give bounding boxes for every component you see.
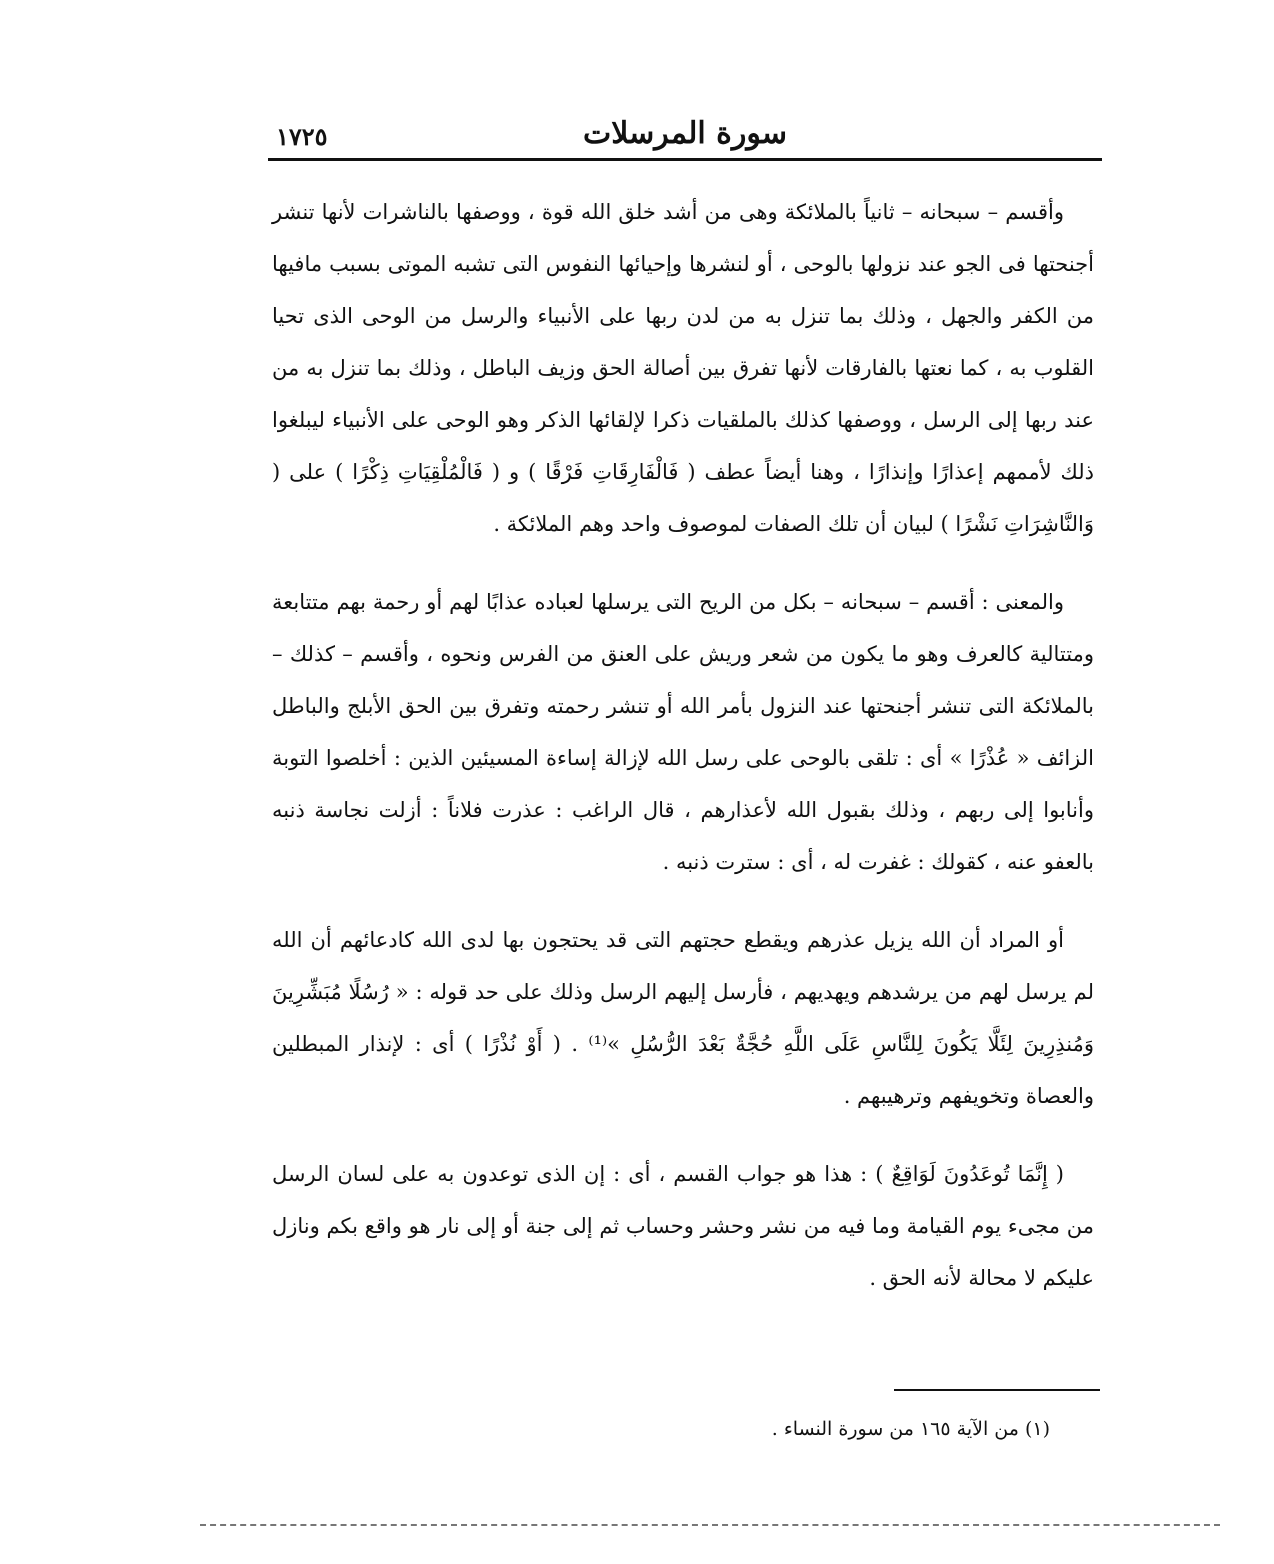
paragraph-2: والمعنى : أقسم – سبحانه – بكل من الريح التى يرسلها لعباده عذابًا لهم أو رحمة بهم متتابعة ومتتالية كالعرف وهو ما يكون من شعر وريش على العنق من الفرس ونحوه ، وأقسم – كذلك – بالملائكة التى تنشر أجنحتها عند النزول بأمر الله أو تنشر رحمته وتفرق بين الحق الأبلج والباطل الزائف « عُذْرًا » أى : تلقى بالوحى على رسل الله لإزالة إساءة المسيئين الذين : أخلصوا التوبة وأنابوا إلى ربهم ، وذلك بقبول الله لأعذارهم ، قال الراغب : عذرت فلاناً : أزلت نجاسة ذنبه بالعفو عنه ، كقولك : غفرت له ، أى : سترت ذنبه . (272, 590, 1094, 874)
header-divider (268, 158, 1102, 161)
paragraph-4: ( إِنَّمَا تُوعَدُونَ لَوَاقِعٌ ) : هذا هو جواب القسم ، أى : إن الذى توعدون به على لسان الرسل من مجىء يوم القيامة وما فيه من نشر وحشر وحساب ثم إلى جنة أو إلى نار هو واقع بكم ونازل عليكم لا محالة لأنه الحق . (272, 1162, 1094, 1290)
surah-title: سورة المرسلات (583, 116, 787, 151)
footnote-divider (894, 1389, 1100, 1391)
paragraph-3: أو المراد أن الله يزيل عذرهم ويقطع حجتهم التى قد يحتجون بها لدى الله كادعائهم أن الله لم يرسل لهم من يرشدهم ويهديهم ، فأرسل إليهم الرسل وذلك على حد قوله : « رُسُلًا مُبَشِّرِينَ وَمُنذِرِينَ لِئَلَّا يَكُونَ لِلنَّاسِ عَلَى اللَّهِ حُجَّةٌ بَعْدَ الرُّسُلِ »⁽¹⁾ . ( أَوْ نُذْرًا ) أى : لإنذار المبطلين والعصاة وتخويفهم وترهيبهم . (272, 928, 1094, 1108)
page-body (272, 186, 1094, 1304)
bottom-dashed-line (200, 1524, 1220, 1526)
paragraph-1: وأقسم – سبحانه – ثانياً بالملائكة وهى من أشد خلق الله قوة ، ووصفها بالناشرات لأنها تنشر أجنحتها فى الجو عند نزولها بالوحى ، أو لنشرها وإحيائها النفوس التى تشبه الموتى بسبب مافيها من الكفر والجهل ، وذلك بما تنزل به من لدن ربها على الأنبياء والرسل من الوحى الذى تحيا القلوب به ، كما نعتها بالفارقات لأنها تفرق بين أصالة الحق وزيف الباطل ، وذلك بما تنزل به من عند ربها إلى الرسل ، ووصفها كذلك بالملقيات ذكرا لإلقائها الذكر وهو الوحى على الأنبياء ليبلغوا ذلك لأممهم إعذارًا وإنذارًا ، وهنا أيضاً عطف ( فَالْفَارِقَاتِ فَرْقًا ) و ( فَالْمُلْقِيَاتِ ذِكْرًا ) على ( وَالنَّاشِرَاتِ نَشْرًا ) لبيان أن تلك الصفات لموصوف واحد وهم الملائكة . (272, 200, 1094, 536)
footnote: (١) من الآية ١٦٥ من سورة النساء . (771, 1418, 1050, 1440)
page-number: ١٧٢٥ (276, 122, 328, 151)
page-header (268, 108, 1102, 160)
